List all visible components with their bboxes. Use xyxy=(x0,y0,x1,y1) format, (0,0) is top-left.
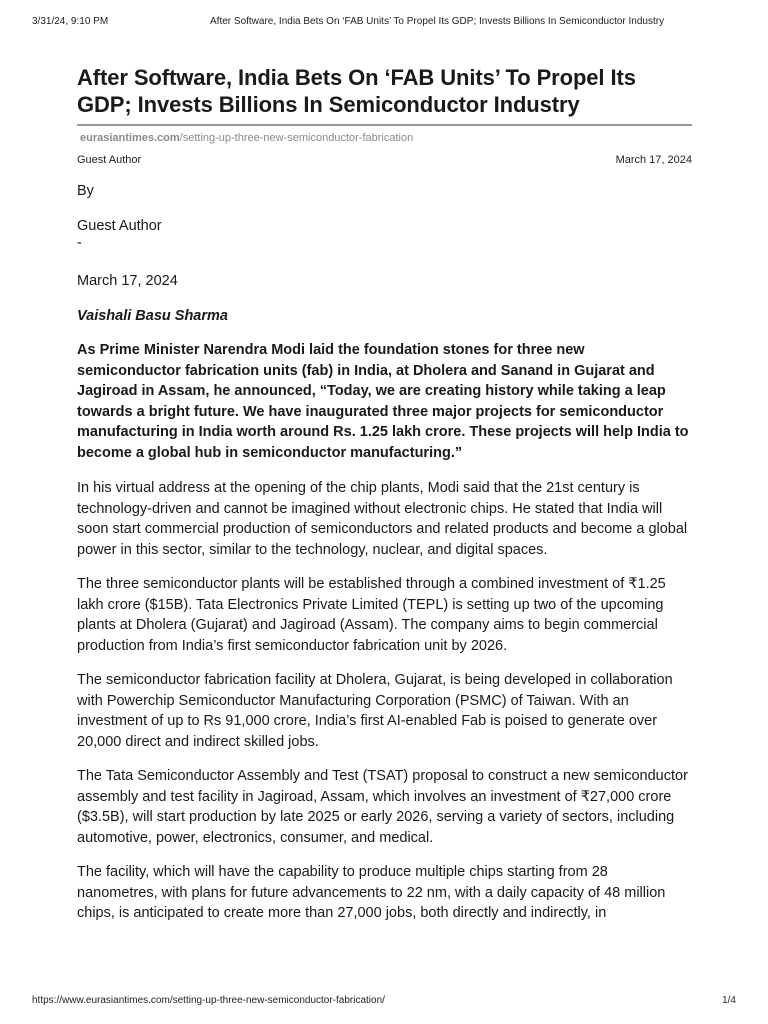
by-label: By xyxy=(77,183,94,199)
article xyxy=(77,64,692,924)
article-title xyxy=(77,64,692,118)
source-path: /setting-up-three-new-semiconductor-fabrication xyxy=(179,132,414,144)
print-url: https://www.eurasiantimes.com/setting-up-three-new-semiconductor-fabrication/ xyxy=(32,995,385,1006)
publish-date: March 17, 2024 xyxy=(77,273,178,289)
page-number: 1/4 xyxy=(722,995,736,1006)
article-title-line-1: After Software, India Bets On ‘FAB Units’ To Propel Its xyxy=(77,65,636,90)
source-domain: eurasiantimes.com xyxy=(80,132,180,144)
meta-date: March 17, 2024 xyxy=(615,154,692,166)
author-name: Guest Author xyxy=(77,217,162,234)
article-body xyxy=(77,181,692,924)
meta-row xyxy=(77,153,692,167)
paragraph-4: The Tata Semiconductor Assembly and Test (TSAT) proposal to construct a new semiconductor assembly and test facility in Jagiroad, Assam, which involves an investment of ₹27,000 crore ($3.5B), will start production by late 2025 or early 2026, serving a variety of sectors, including automotive, power, electronics, consumer, and medical. xyxy=(77,768,688,846)
meta-author: Guest Author xyxy=(77,154,142,166)
print-datetime: 3/31/24, 9:10 PM xyxy=(32,16,109,27)
lead-paragraph: As Prime Minister Narendra Modi laid the foundation stones for three new semiconductor fabrication units (fab) in India, at Dholera and Sanand in Gujarat and Jagiroad in Assam, he announced, “Today, we are creating history while taking a leap towards a bright future. We have inaugurated three major projects for semiconductor manufacturing in India worth around Rs. 1.25 lakh crore. These projects will help India to become a global hub in semiconductor manufacturing.” xyxy=(77,342,689,461)
print-doc-title: After Software, India Bets On ‘FAB Units’ To Propel Its GDP; Invests Billions In Semiconductor Industry xyxy=(210,16,665,27)
title-divider xyxy=(77,124,692,126)
source-link[interactable] xyxy=(77,131,692,145)
author-separator: - xyxy=(77,235,82,251)
paragraph-3: The semiconductor fabrication facility at Dholera, Gujarat, is being developed in collaboration with Powerchip Semiconductor Manufacturing Corporation (PSMC) of Taiwan. With an investment of up to Rs 91,000 crore, India’s first AI-enabled Fab is poised to generate over 20,000 direct and indirect skilled jobs. xyxy=(77,672,673,750)
byline: Vaishali Basu Sharma xyxy=(77,307,228,324)
article-title-line-2: GDP; Invests Billions In Semiconductor Industry xyxy=(77,92,580,117)
paragraph-5: The facility, which will have the capability to produce multiple chips starting from 28 nanometres, with plans for future advancements to 22 nm, with a daily capacity of 48 million chips, is anticipated to create more than 27,000 jobs, both directly and indirectly, in xyxy=(77,864,666,921)
paragraph-2: The three semiconductor plants will be established through a combined investment of ₹1.25 lakh crore ($15B). Tata Electronics Private Limited (TEPL) is setting up two of the upcoming plants at Dholera (Gujarat) and Jagiroad (Assam). The company aims to begin commercial production from India’s first semiconductor fabrication unit by 2026. xyxy=(77,576,666,654)
paragraph-1: In his virtual address at the opening of the chip plants, Modi said that the 21st century is technology-driven and cannot be imagined without electronic chips. He stated that India will soon start commercial production of semiconductors and related products and become a global power in this sector, similar to the technology, nuclear, and digital spaces. xyxy=(77,480,688,558)
